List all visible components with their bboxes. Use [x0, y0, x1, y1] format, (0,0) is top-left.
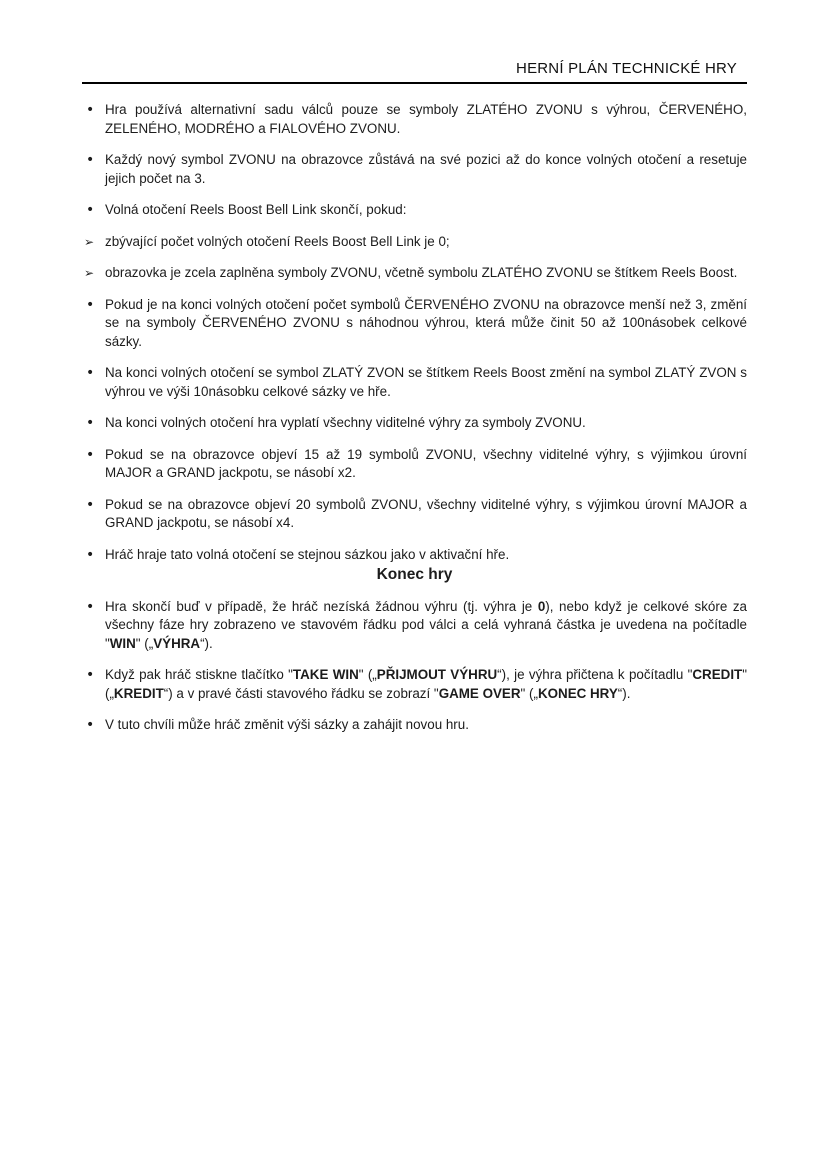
list-item-text: Volná otočení Reels Boost Bell Link skončí, pokud:	[105, 202, 407, 217]
list-item-text: Na konci volných otočení se symbol ZLATÝ ZVON se štítkem Reels Boost změní na symbol ZLATÝ ZVON s výhrou ve výši 10násobku celkové sázky ve hře.	[105, 365, 747, 399]
list-item-text: Hra používá alternativní sadu válců pouze se symboly ZLATÉHO ZVONU s výhrou, ČERVENÉHO, ZELENÉHO, MODRÉHO a FIALOVÉHO ZVONU.	[105, 102, 747, 136]
list-item-text: " („	[520, 685, 538, 701]
section-heading: Konec hry	[376, 566, 453, 583]
bullet-icon: •	[86, 546, 95, 563]
bullet-icon: •	[86, 365, 95, 381]
page-header	[82, 60, 747, 84]
list-item-text: Hráč hraje tato volná otočení se stejnou sázkou jako v aktivační hře.	[105, 546, 510, 562]
bold-term: 0	[537, 598, 546, 614]
list-item-text: Když pak hráč stiskne tlačítko "	[105, 667, 293, 682]
bold-term: TAKE WIN	[292, 667, 359, 682]
list-item-sub	[82, 233, 747, 252]
list-item-text: “).	[617, 685, 631, 701]
list-item-text: " („	[135, 635, 154, 651]
list-item-text: " („	[358, 667, 377, 682]
bullet-icon: •	[86, 415, 95, 431]
list-item-text: Pokud je na konci volných otočení počet symbolů ČERVENÉHO ZVONU na obrazovce menší než 3, změní se na symboly ČERVENÉHO ZVONU s náhodnou výhrou, která může činit 50 až 100násobek celkové sázky.	[105, 296, 747, 349]
bullet-icon: •	[86, 202, 95, 218]
bold-term: KREDIT	[113, 685, 164, 701]
list-item-text: zbývající počet volných otočení Reels Boost Bell Link je 0;	[105, 233, 450, 249]
list-item-text: ), nebo když je celkové skóre za všechny fáze hry zobrazeno ve stavovém řádku pod válci a celá vyhraná částka je uvedena na počítadle "	[105, 598, 747, 651]
list-item	[82, 364, 747, 401]
document-body	[82, 101, 747, 735]
list-item	[82, 151, 747, 188]
list-item	[82, 414, 747, 433]
bullet-icon: •	[86, 102, 95, 118]
arrowhead-icon: ➢	[84, 266, 95, 280]
list-item	[82, 201, 747, 220]
bullet-icon: •	[86, 296, 95, 313]
list-item-text: Na konci volných otočení hra vyplatí všechny viditelné výhry za symboly ZVONU.	[105, 415, 586, 430]
page-header-title: HERNÍ PLÁN TECHNICKÉ HRY	[516, 60, 737, 77]
arrowhead-icon: ➢	[84, 234, 95, 249]
bold-term: CREDIT	[692, 667, 743, 682]
bullet-icon: •	[86, 152, 95, 168]
list-item-text: " („	[105, 667, 747, 701]
bold-term: WIN	[109, 635, 136, 651]
list-item-text: obrazovka je zcela zaplněna symboly ZVONU, včetně symbolu ZLATÉHO ZVONU se štítkem Reels Boost.	[105, 265, 738, 280]
list-item-text: Každý nový symbol ZVONU na obrazovce zůstává na své pozici až do konce volných otočení a resetuje jejich počet na 3.	[105, 152, 747, 186]
list-item	[82, 101, 747, 138]
list-item-text: Hra skončí buď v případě, že hráč nezíská žádnou výhru (tj. výhra je	[105, 598, 538, 614]
list-item	[82, 716, 747, 735]
list-item-text: “), je výhra přičtena k počítadlu "	[497, 667, 693, 682]
list-item-text: Pokud se na obrazovce objeví 20 symbolů ZVONU, všechny viditelné výhry, s výjimkou úrovní MAJOR a GRAND jackpotu, se násobí x4.	[105, 496, 747, 530]
list-item-text: “).	[200, 635, 213, 651]
list-item	[82, 546, 747, 565]
list-item	[82, 446, 747, 483]
list-item-sub	[82, 264, 747, 283]
list-item	[82, 296, 747, 352]
list-item-text: V tuto chvíli může hráč změnit výši sázky a zahájit novou hru.	[105, 717, 469, 732]
bold-term: VÝHRA	[153, 635, 201, 651]
list-item	[82, 666, 747, 703]
bold-term: PŘIJMOUT VÝHRU	[376, 667, 498, 682]
list-item-text: Pokud se na obrazovce objeví 15 až 19 symbolů ZVONU, všechny viditelné výhry, s výjimkou úrovní MAJOR a GRAND jackpotu, se násobí x2.	[105, 446, 747, 480]
header-rule	[82, 82, 747, 84]
list-item	[82, 496, 747, 533]
bold-term: GAME OVER	[438, 685, 521, 701]
bullet-icon: •	[86, 598, 95, 615]
bullet-icon: •	[86, 496, 95, 513]
bold-term: KONEC HRY	[537, 685, 618, 701]
list-item-text: “) a v pravé části stavového řádku se zobrazí "	[163, 685, 439, 701]
list-item	[82, 598, 747, 654]
bullet-icon: •	[86, 717, 95, 733]
bullet-icon: •	[86, 667, 95, 683]
bullet-icon: •	[86, 446, 95, 463]
